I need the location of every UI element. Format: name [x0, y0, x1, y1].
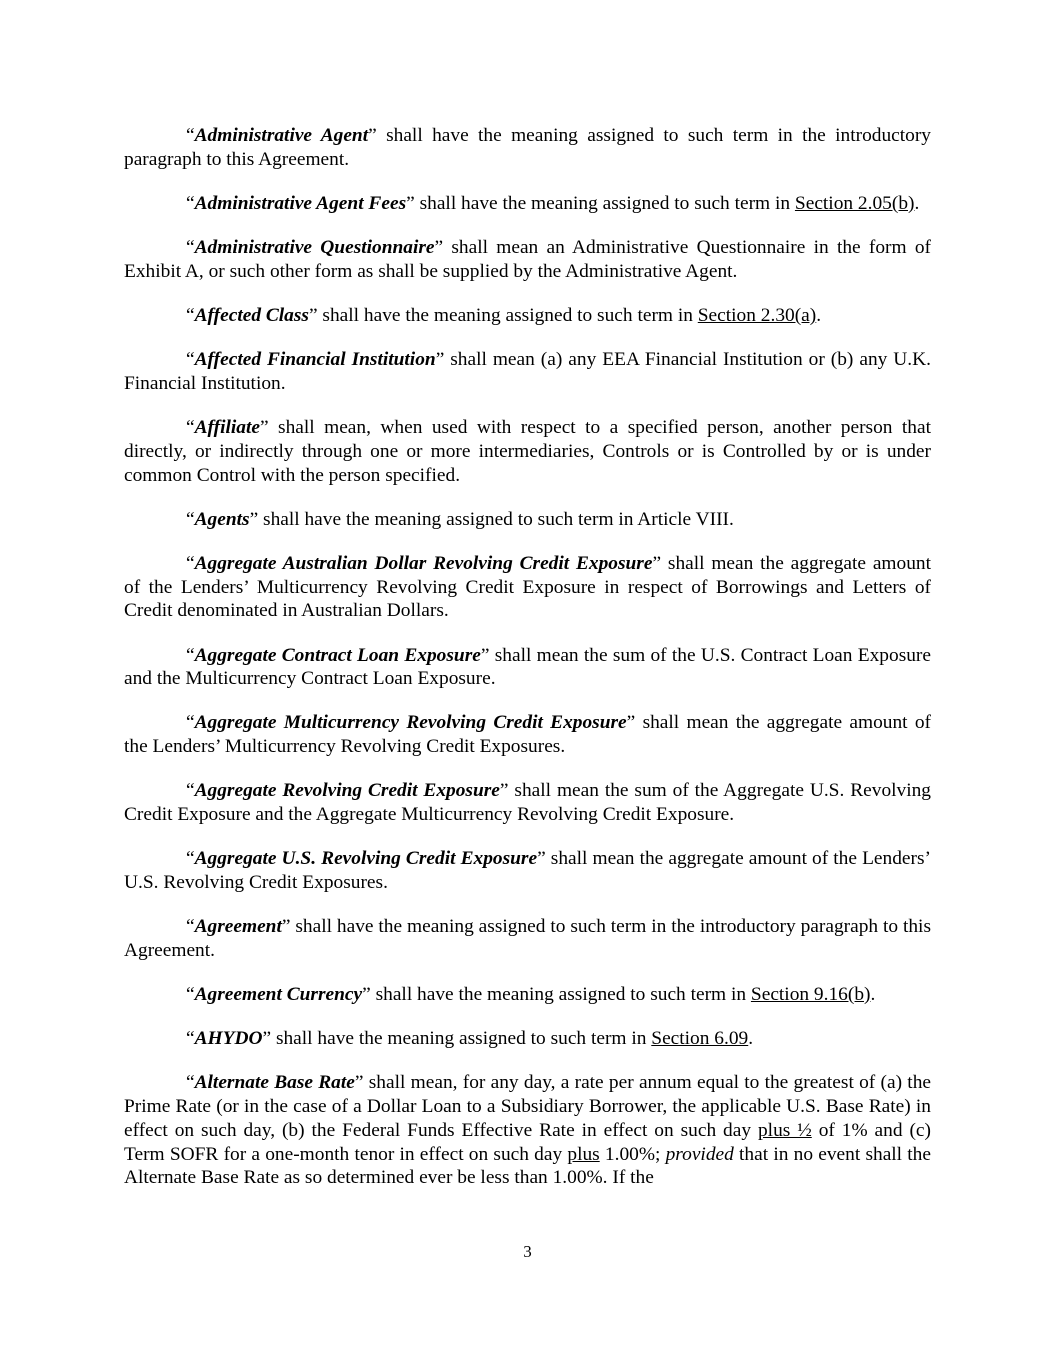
- definition-text: .: [870, 984, 876, 1006]
- open-quote: “: [186, 552, 195, 574]
- definition-text: shall have the meaning assigned to such term in the introductory paragraph to this Agreement.: [124, 916, 931, 961]
- defined-term: Administrative Questionnaire: [194, 237, 435, 259]
- open-quote: “: [186, 848, 195, 870]
- definition-text: shall mean the aggregate amount of the Lenders’ U.S. Revolving Credit Exposures.: [124, 848, 931, 893]
- definition-aggregate-australian-dollar-revolving-credit-exposure: [124, 552, 931, 623]
- definition-aggregate-contract-loan-exposure: [124, 644, 931, 691]
- definition-ahydo: [124, 1027, 931, 1051]
- definition-text: shall mean, for any day, a rate per annum equal to the greatest of (a) the Prime Rate (or in the case of a Dollar Loan to a Subsidiary Borrower, the applicable U.S. Base Rate) in effect on such day, (b) the Federal Funds Effective Rate in effect on such day: [124, 1072, 931, 1141]
- definition-affected-class: [124, 304, 931, 328]
- open-quote: “: [186, 1072, 195, 1094]
- page-number: 3: [523, 1242, 532, 1261]
- definition-text: shall mean an Administrative Questionnaire in the form of Exhibit A, or such other form as shall be supplied by the Administrative Agent.: [124, 237, 931, 282]
- close-quote: ”: [435, 349, 445, 371]
- defined-term: Administrative Agent: [194, 125, 369, 146]
- definition-text: .: [914, 192, 920, 214]
- definition-text: .: [816, 305, 822, 327]
- close-quote: ”: [626, 712, 636, 734]
- document-page: [124, 124, 931, 1211]
- definition-text: shall mean the aggregate amount of the Lenders’ Multicurrency Revolving Credit Exposures.: [124, 712, 931, 758]
- open-quote: “: [186, 305, 195, 327]
- definition-affiliate: [124, 416, 931, 487]
- defined-term: Alternate Base Rate: [194, 1072, 355, 1094]
- definition-text: shall have the meaning assigned to such term in: [370, 984, 751, 1006]
- defined-term: AHYDO: [194, 1028, 263, 1050]
- definition-text: shall have the meaning assigned to such term in the introductory paragraph to this Agreement.: [124, 125, 932, 170]
- definition-aggregate-us-revolving-credit-exposure: [124, 847, 931, 894]
- close-quote: ”: [652, 552, 662, 574]
- definition-text: shall have the meaning assigned to such term in: [271, 1028, 652, 1050]
- defined-term: Affected Financial Institution: [194, 349, 436, 371]
- definition-text: shall have the meaning assigned to such term in: [317, 305, 698, 327]
- section-reference: Section 9.16(b): [750, 984, 871, 1006]
- definition-text: shall mean (a) any EEA Financial Institution or (b) any U.K. Financial Institution.: [124, 349, 931, 394]
- definition-text: .: [748, 1028, 754, 1050]
- defined-term: Aggregate Australian Dollar Revolving Credit Exposure: [194, 552, 653, 574]
- defined-term: Agreement Currency: [194, 984, 363, 1006]
- open-quote: “: [186, 237, 195, 259]
- open-quote: “: [186, 508, 195, 530]
- open-quote: “: [186, 125, 195, 146]
- defined-term: Administrative Agent Fees: [194, 192, 407, 214]
- underlined-term: plus: [567, 1143, 600, 1165]
- defined-term: Agreement: [194, 916, 282, 938]
- open-quote: “: [186, 644, 195, 666]
- close-quote: ”: [406, 192, 415, 214]
- close-quote: ”: [362, 984, 371, 1006]
- definition-text: shall have the meaning assigned to such term in Article VIII.: [258, 508, 734, 530]
- definition-text: shall mean the aggregate amount of the Lenders’ Multicurrency Revolving Credit Exposure in respect of Borrowings and Letters of Credit denominated in Australian Dollars.: [124, 552, 931, 622]
- open-quote: “: [186, 780, 195, 802]
- definition-administrative-agent-fees: [124, 192, 931, 216]
- italic-term: provided: [665, 1143, 734, 1165]
- open-quote: “: [186, 1028, 195, 1050]
- close-quote: ”: [281, 916, 291, 938]
- defined-term: Agents: [194, 508, 250, 530]
- open-quote: “: [186, 417, 195, 439]
- close-quote: ”: [537, 848, 546, 870]
- open-quote: “: [186, 349, 195, 371]
- close-quote: ”: [434, 237, 444, 259]
- close-quote: ”: [354, 1072, 364, 1094]
- definition-text: of 1% and (c) Term SOFR for a one-month tenor in effect on such day: [124, 1119, 931, 1165]
- definition-agreement-currency: [124, 983, 931, 1007]
- section-reference: Section 2.05(b): [794, 192, 915, 214]
- section-reference: Section 2.30(a): [697, 305, 817, 327]
- definition-text: shall mean, when used with respect to a specified person, another person that directly, or indirectly through one or more intermediaries, Controls or is Controlled by or is under common Control with the person specified.: [124, 417, 931, 486]
- defined-term: Affected Class: [194, 305, 309, 327]
- close-quote: ”: [480, 644, 490, 666]
- defined-term: Aggregate Multicurrency Revolving Credit Exposure: [194, 712, 627, 734]
- definition-administrative-questionnaire: [124, 236, 931, 283]
- definition-text: that in no event shall the Alternate Base Rate as so determined ever be less than 1.00%. If the: [124, 1143, 931, 1189]
- defined-term: Aggregate Revolving Credit Exposure: [194, 780, 500, 802]
- definition-agents: [124, 508, 931, 532]
- definition-text: 1.00%;: [599, 1143, 666, 1165]
- open-quote: “: [186, 984, 195, 1006]
- open-quote: “: [186, 712, 195, 734]
- defined-term: Aggregate Contract Loan Exposure: [194, 644, 481, 666]
- definition-text: shall have the meaning assigned to such term in: [414, 192, 795, 214]
- definition-affected-financial-institution: [124, 348, 931, 395]
- open-quote: “: [186, 192, 195, 214]
- section-reference: Section 6.09: [651, 1028, 749, 1050]
- close-quote: ”: [499, 780, 509, 802]
- close-quote: ”: [259, 417, 269, 439]
- definition-agreement: [124, 915, 931, 962]
- defined-term: Aggregate U.S. Revolving Credit Exposure: [194, 848, 538, 870]
- close-quote: ”: [262, 1028, 272, 1050]
- close-quote: ”: [249, 508, 259, 530]
- definition-administrative-agent: [124, 124, 931, 171]
- definition-aggregate-revolving-credit-exposure: [124, 779, 931, 826]
- close-quote: ”: [368, 125, 377, 146]
- underlined-term: plus ½: [757, 1119, 812, 1141]
- definition-aggregate-multicurrency-revolving-credit-exposure: [124, 711, 931, 758]
- close-quote: ”: [308, 305, 318, 327]
- definition-text: shall mean the sum of the U.S. Contract Loan Exposure and the Multicurrency Contract Loan Exposure.: [124, 644, 931, 690]
- defined-term: Affiliate: [194, 417, 260, 439]
- open-quote: “: [186, 916, 195, 938]
- definition-text: shall mean the sum of the Aggregate U.S. Revolving Credit Exposure and the Aggregate Multicurrency Revolving Credit Exposure.: [124, 780, 931, 826]
- definition-alternate-base-rate: [124, 1071, 931, 1190]
